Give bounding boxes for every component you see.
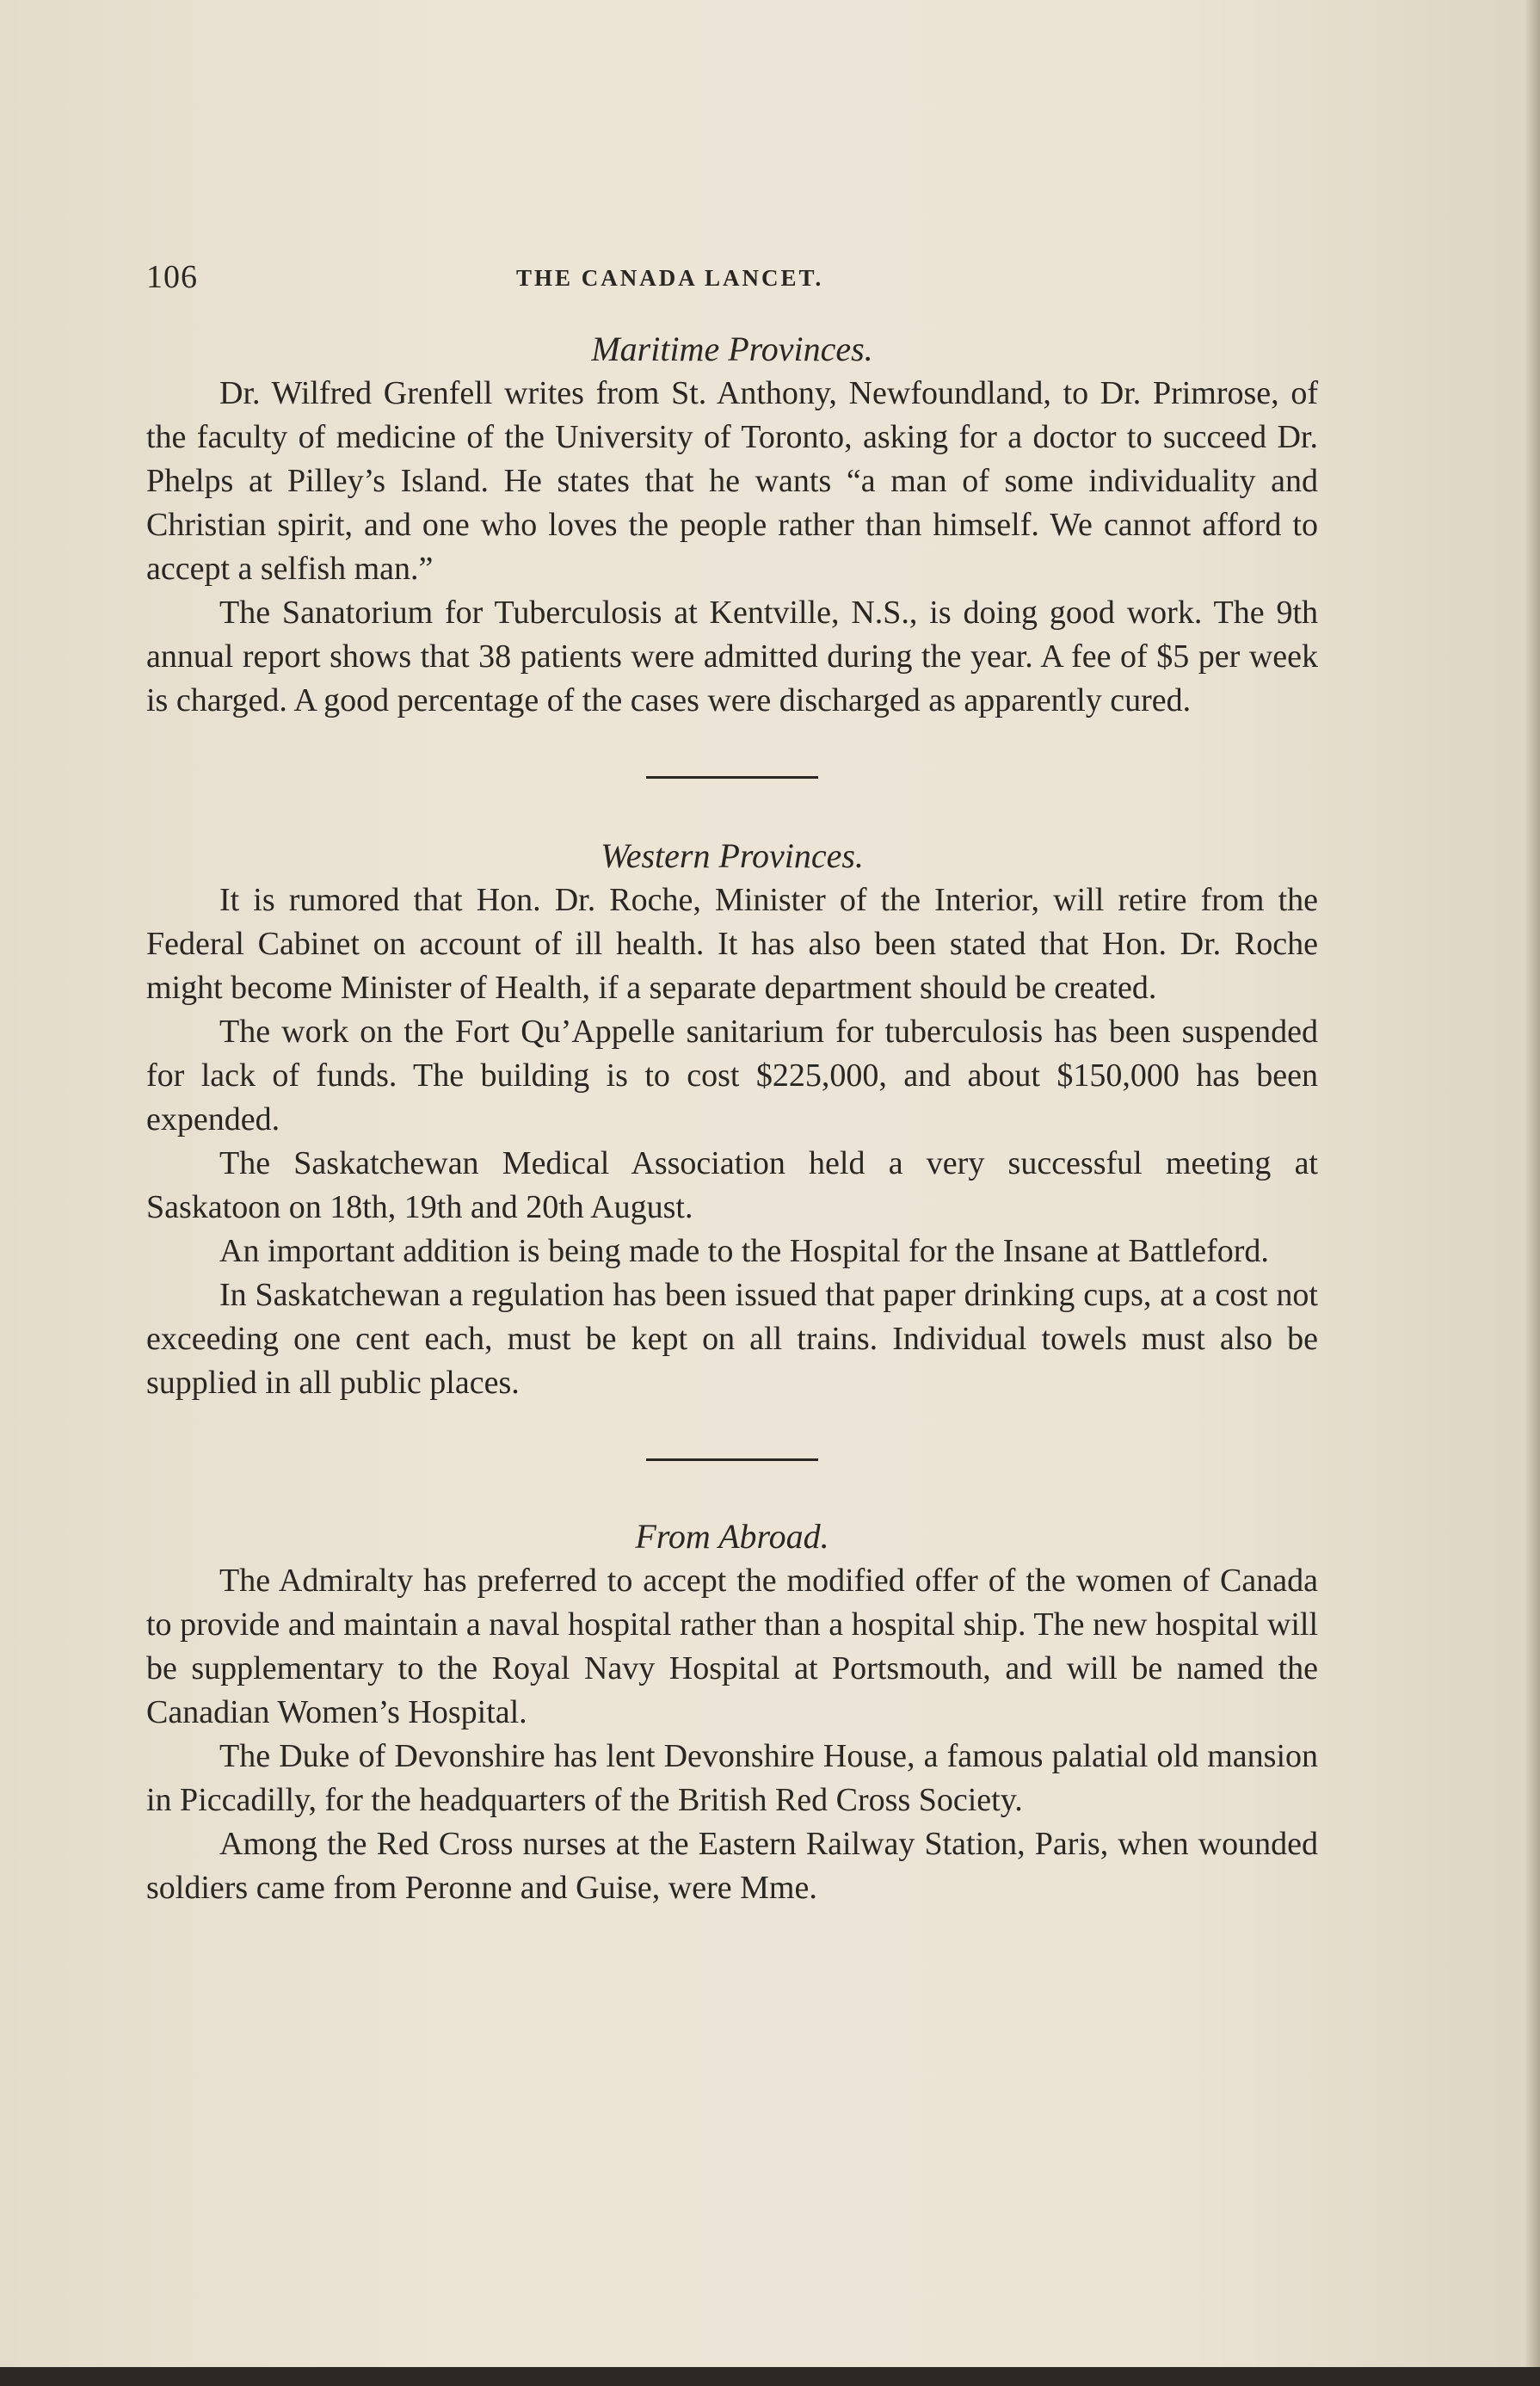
paragraph: The Duke of Devonshire has lent Devonshire House, a famous palatial old mansion in Piccadilly, for the headquarters of the British Red Cross Society. [146,1738,1318,1818]
paragraph: In Saskatchewan a regulation has been issued that paper drinking cups, at a cost not exceeding one cent each, must be kept on all trains. Individual towels must also be supplied in all public places. [146,1277,1318,1401]
section-title: From Abroad. [635,1517,829,1556]
paragraph: The work on the Fort Qu’Appelle sanitarium for tuberculosis has been suspended for lack of funds. The building is to cost $225,000, and about $150,000 has been expended. [146,1014,1318,1138]
paragraph: An important addition is being made to the Hospital for the Insane at Battleford. [219,1233,1269,1269]
section-maritime-provinces [146,327,1318,723]
page-header [146,258,1316,301]
section-divider [646,776,818,779]
section-title: Maritime Provinces. [591,330,873,368]
paragraph: Among the Red Cross nurses at the Eastern Railway Station, Paris, when wounded soldiers came from Peronne and Guise, were Mme. [146,1826,1318,1906]
section-western-provinces [146,834,1318,1405]
section-from-abroad [146,1514,1318,1910]
page-number: 106 [146,259,198,295]
section-divider [646,1458,818,1461]
paragraph: Dr. Wilfred Grenfell writes from St. Anthony, Newfoundland, to Dr. Primrose, of the faculty of medicine of the University of Toronto, asking for a doctor to succeed Dr. Phelps at Pilley’s Island. He states that he wants “a man of some individuality and Christian spirit, and one who loves the people rather than himself. We cannot afford to accept a selfish man.” [146,375,1318,587]
section-title: Western Provinces. [601,836,864,875]
paragraph: The Admiralty has preferred to accept the modified offer of the women of Canada to provide and maintain a naval hospital rather than a hospital ship. The new hospital will be supplementary to the Royal Navy Hospital at Portsmouth, and will be named the Canadian Women’s Hospital. [146,1563,1318,1730]
paragraph: The Sanatorium for Tuberculosis at Kentville, N.S., is doing good work. The 9th annual report shows that 38 patients were admitted during the year. A fee of $5 per week is charged. A good percentage of the cases were discharged as apparently cured. [146,595,1318,718]
page-edge-shadow [1525,0,1540,2386]
page-content [146,327,1318,1910]
paragraph: The Saskatchewan Medical Association held a very successful meeting at Saskatoon on 18th, 19th and 20th August. [146,1145,1318,1225]
running-title: THE CANADA LANCET. [516,265,824,291]
paragraph: It is rumored that Hon. Dr. Roche, Minister of the Interior, will retire from the Federal Cabinet on account of ill health. It has also been stated that Hon. Dr. Roche might become Minister of Health, if a separate department should be created. [146,882,1318,1006]
page-bottom-edge [0,2367,1540,2386]
